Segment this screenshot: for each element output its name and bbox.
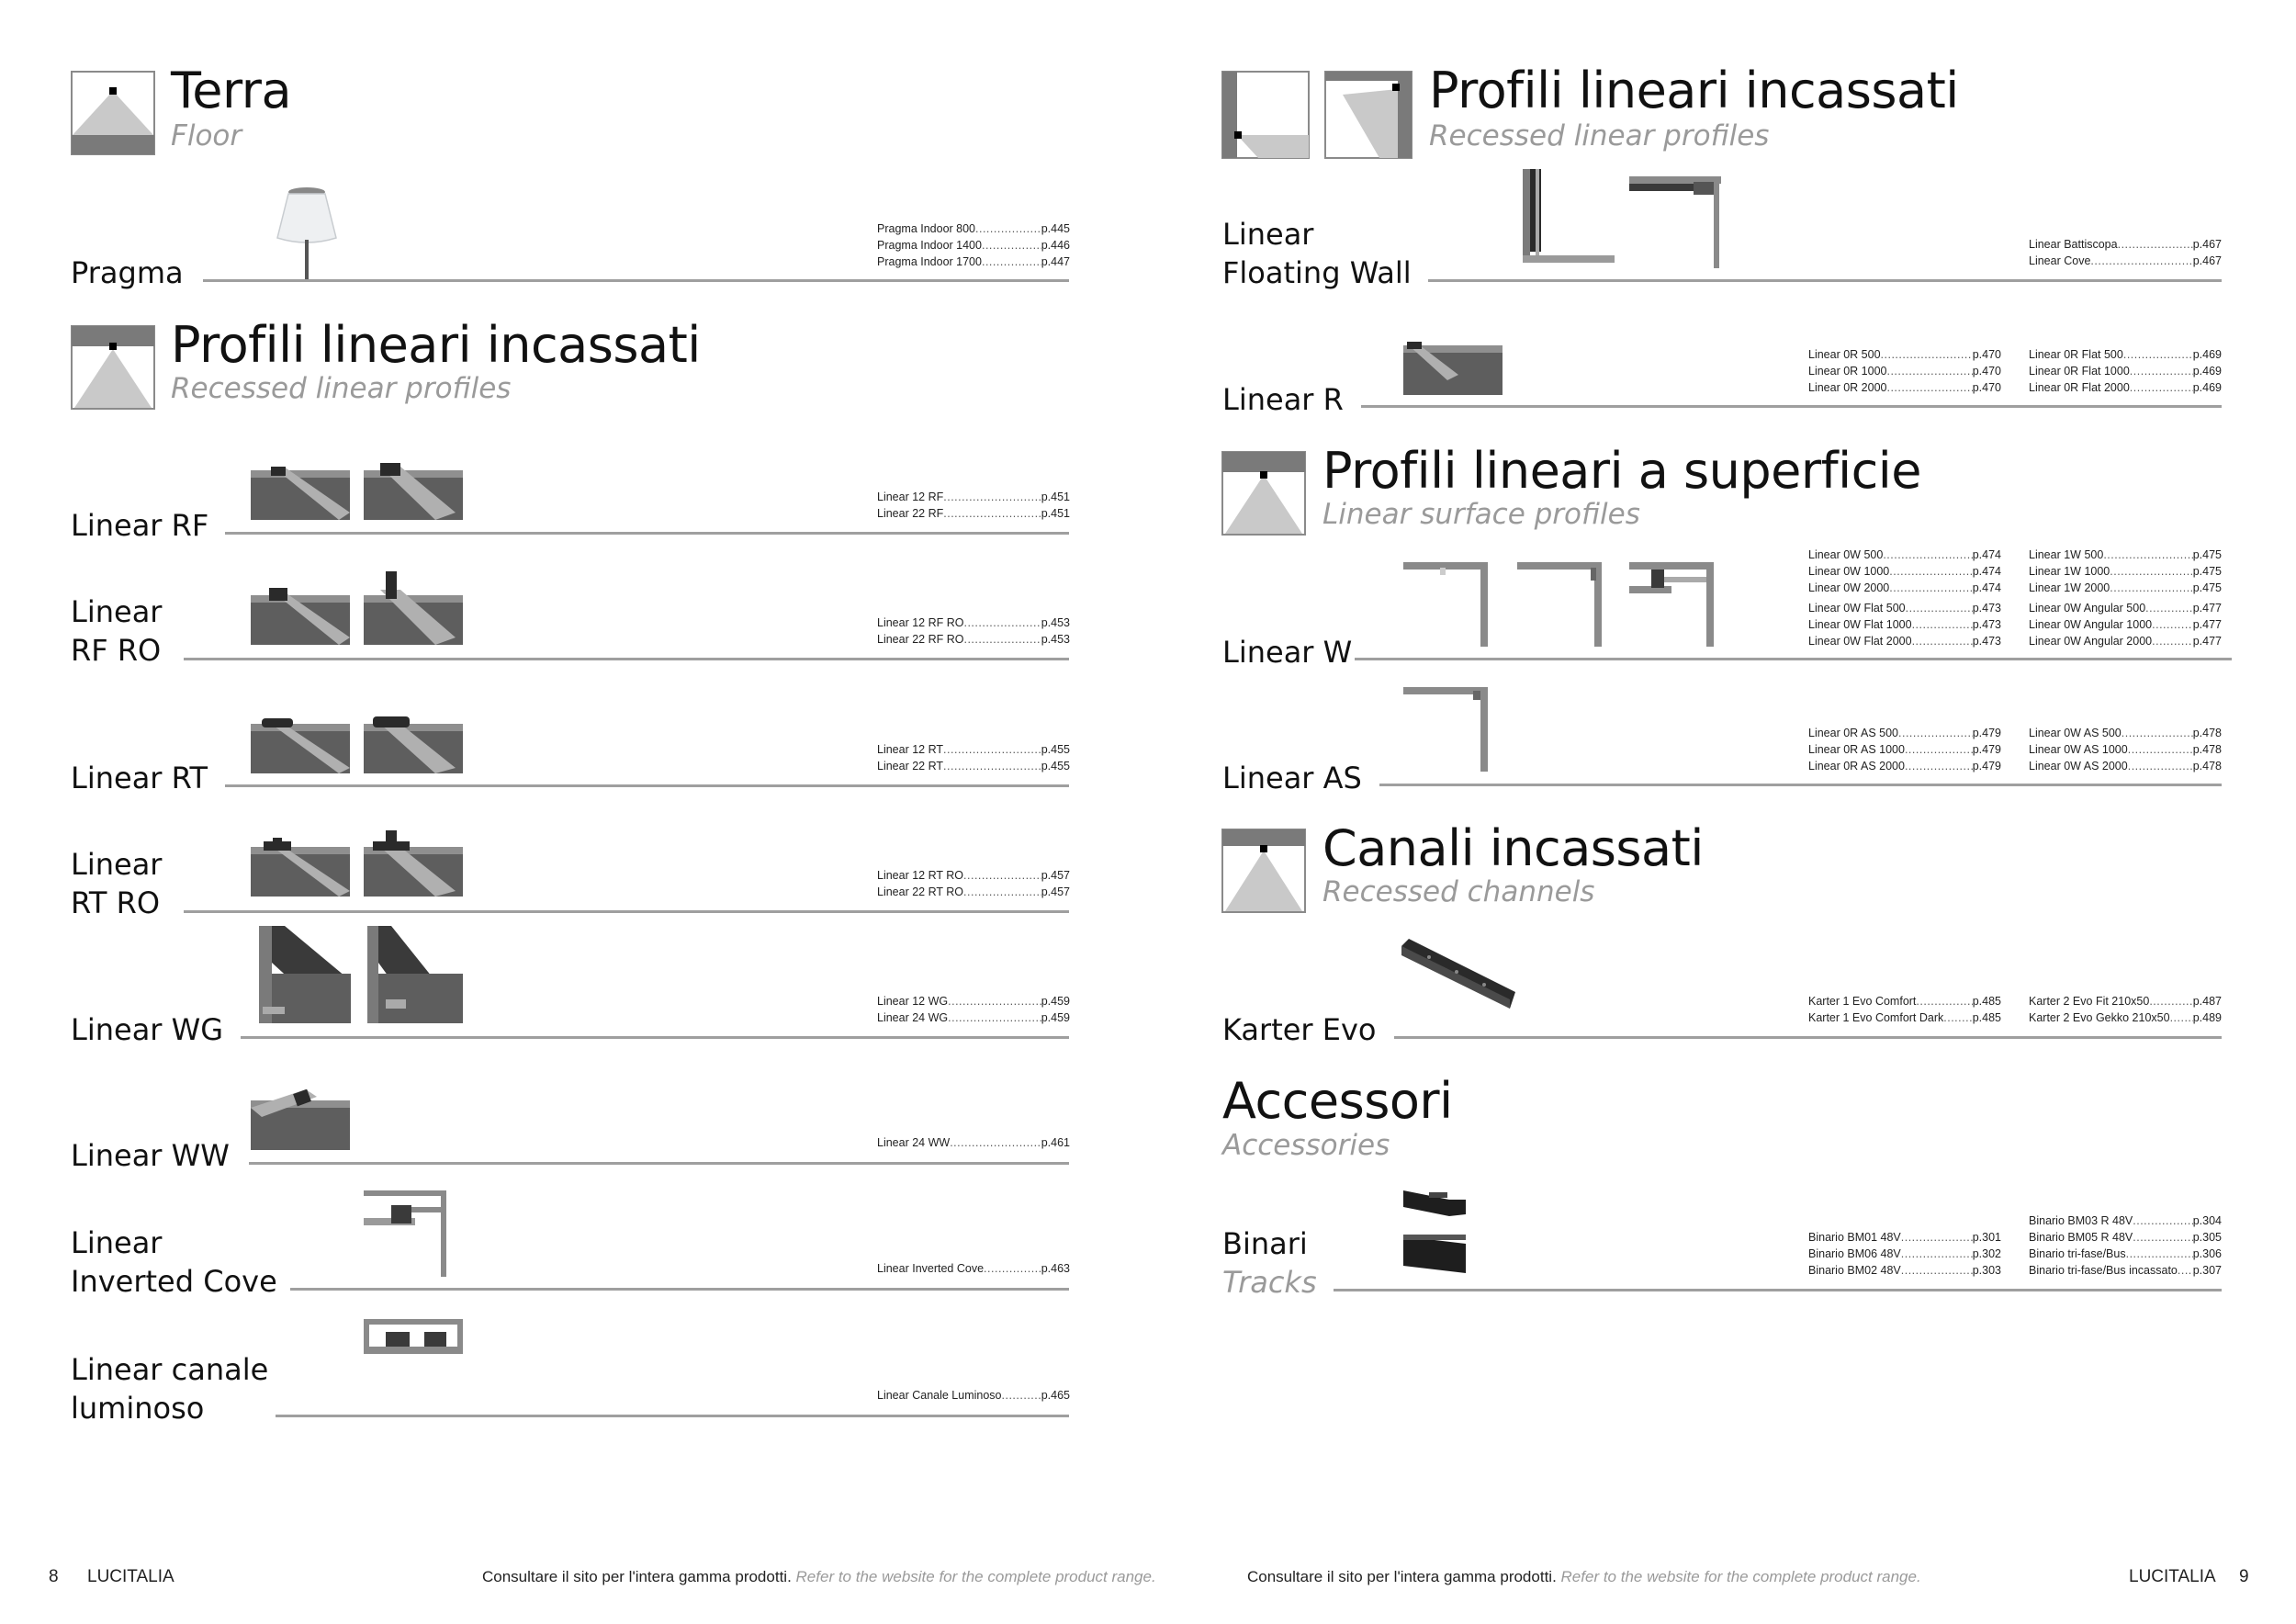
- floor-category-icon: [71, 71, 155, 160]
- product-name-binari: Binari: [1222, 1226, 1308, 1261]
- ref-item: Linear 1W 1000 ..... p.475: [2029, 563, 2222, 580]
- linear-rf-ro-12-image: [251, 588, 350, 649]
- refs-linear-w-a: [1808, 547, 2001, 649]
- refs-linear-rf: [877, 489, 1070, 522]
- refs-pragma: [877, 220, 1070, 270]
- ref-item: Linear 22 RT ..... p.455: [877, 758, 1070, 774]
- ref-item: Linear 0R Flat 1000 ..... p.469: [2029, 363, 2222, 379]
- product-name-linear-rf-ro: Linear RF RO: [71, 594, 163, 668]
- ref-item: Linear 0R Flat 2000 ..... p.469: [2029, 379, 2222, 396]
- ref-item: Linear 0W Flat 1000 ..... p.473: [1808, 616, 2001, 633]
- section-title-recessed-right: Profili lineari incassati: [1429, 62, 1959, 119]
- section-subtitle-recessed-right: Recessed linear profiles: [1429, 119, 1770, 152]
- ref-item: Pragma Indoor 1400 ..... p.446: [877, 237, 1070, 254]
- ref-item: Linear 0W AS 2000 ..... p.478: [2029, 758, 2222, 774]
- linear-rf-ro-22-image: [364, 571, 463, 649]
- ref-item: Karter 1 Evo Comfort ..... p.485: [1808, 993, 2001, 1009]
- product-name-pragma: Pragma: [71, 255, 184, 290]
- linear-w-image-2: [1517, 562, 1602, 651]
- refs-linear-floating-wall: [2029, 236, 2222, 269]
- pragma-lamp-image: [272, 186, 342, 287]
- product-name-linear-rt-ro: Linear RT RO: [71, 847, 163, 920]
- ref-item: Pragma Indoor 1700 ..... p.447: [877, 254, 1070, 270]
- divider-linear-rt-ro: [184, 910, 1069, 913]
- product-name-linear-inverted-cove: Linear Inverted Cove: [71, 1225, 277, 1299]
- ref-item: Binario BM06 48V ..... p.302: [1808, 1246, 2001, 1262]
- section-title-surface: Profili lineari a superficie: [1322, 442, 1922, 500]
- ref-item: Linear 12 RT ..... p.455: [877, 741, 1070, 758]
- surface-category-icon: [1221, 451, 1306, 540]
- linear-rt-ro-22-image: [364, 830, 463, 901]
- ref-item: Karter 1 Evo Comfort Dark ..... p.485: [1808, 1009, 2001, 1026]
- divider-linear-floating-wall: [1428, 279, 2222, 282]
- section-title-terra: Terra: [171, 62, 292, 119]
- refs-linear-as-b: [2029, 725, 2222, 774]
- product-subtitle-tracks: Tracks: [1222, 1265, 1317, 1300]
- refs-karter-evo-b: [2029, 993, 2222, 1026]
- product-name-linear-r: Linear R: [1222, 382, 1344, 417]
- ref-item: Linear 24 WW ..... p.461: [877, 1134, 1070, 1151]
- ref-item: Linear 0R AS 2000 ..... p.479: [1808, 758, 2001, 774]
- ref-item: Linear 0W Angular 2000 ..... p.477: [2029, 633, 2222, 649]
- linear-inverted-cove-image: [364, 1190, 448, 1281]
- refs-linear-w-b: [2029, 547, 2222, 649]
- ref-item: Linear 12 RF RO ..... p.453: [877, 615, 1070, 631]
- refs-binari-b: [2029, 1212, 2222, 1279]
- refs-linear-ww: [877, 1134, 1070, 1151]
- divider-linear-wg: [241, 1036, 1069, 1039]
- divider-linear-r: [1361, 405, 2222, 408]
- ref-item: Linear 22 RF RO ..... p.453: [877, 631, 1070, 648]
- recessed-corner-icon-2: [1324, 71, 1412, 164]
- ref-item: Linear 0W Angular 1000 ..... p.477: [2029, 616, 2222, 633]
- product-name-linear-rt: Linear RT: [71, 761, 208, 795]
- channels-category-icon: [1221, 829, 1306, 918]
- divider-linear-canale-luminoso: [276, 1415, 1069, 1417]
- ref-item: Linear 0R 500 ..... p.470: [1808, 346, 2001, 363]
- linear-floating-wall-image-2: [1629, 176, 1721, 273]
- footer-brand-right: LUCITALIA: [2129, 1567, 2216, 1586]
- section-title-channels: Canali incassati: [1322, 819, 1704, 877]
- ref-item: Linear 0W Angular 500 ..... p.477: [2029, 600, 2222, 616]
- linear-rf-22-image: [364, 463, 463, 524]
- divider-linear-ww: [249, 1162, 1069, 1165]
- ref-item: Linear 0W 500 ..... p.474: [1808, 547, 2001, 563]
- linear-w-image-1: [1403, 562, 1488, 651]
- ref-item: Linear 0R 2000 ..... p.470: [1808, 379, 2001, 396]
- recessed-category-icon: [71, 325, 155, 414]
- ref-item: Linear 22 RT RO ..... p.457: [877, 884, 1070, 900]
- ref-item: Karter 2 Evo Fit 210x50 ..... p.487: [2029, 993, 2222, 1009]
- product-name-linear-canale-luminoso: Linear canale luminoso: [71, 1352, 269, 1426]
- ref-item: Linear 0W AS 500 ..... p.478: [2029, 725, 2222, 741]
- refs-linear-canale-luminoso: [877, 1387, 1070, 1404]
- ref-item: Binario BM05 R 48V ..... p.305: [2029, 1229, 2222, 1246]
- divider-linear-w: [1355, 658, 2232, 660]
- divider-linear-rf-ro: [184, 658, 1069, 660]
- ref-item: Linear 12 WG ..... p.459: [877, 993, 1070, 1009]
- linear-rf-12-image: [251, 467, 350, 524]
- footer-page-number-left: 8: [49, 1567, 59, 1586]
- ref-item: Pragma Indoor 800 ..... p.445: [877, 220, 1070, 237]
- linear-rt-12-image: [251, 718, 350, 778]
- divider-binari: [1334, 1289, 2222, 1291]
- ref-item: Binario BM03 R 48V ..... p.304: [2029, 1212, 2222, 1229]
- product-name-linear-ww: Linear WW: [71, 1138, 230, 1173]
- ref-item: Linear 0R 1000 ..... p.470: [1808, 363, 2001, 379]
- product-name-linear-w: Linear W: [1222, 635, 1353, 670]
- ref-item: Linear 0R AS 500 ..... p.479: [1808, 725, 2001, 741]
- linear-w-image-3: [1629, 562, 1714, 651]
- ref-item: Linear 1W 500 ..... p.475: [2029, 547, 2222, 563]
- product-name-linear-wg: Linear WG: [71, 1012, 224, 1047]
- linear-rt-22-image: [364, 716, 463, 778]
- ref-item: Binario tri-fase/Bus incassato ..... p.307: [2029, 1262, 2222, 1279]
- section-title-accessori: Accessori: [1222, 1072, 1453, 1130]
- section-subtitle-recessed: Recessed linear profiles: [171, 372, 512, 405]
- ref-item: Linear 0W Flat 500 ..... p.473: [1808, 600, 2001, 616]
- ref-item: Linear 0W AS 1000 ..... p.478: [2029, 741, 2222, 758]
- divider-linear-inverted-cove: [290, 1288, 1069, 1291]
- ref-item: Linear 24 WG ..... p.459: [877, 1009, 1070, 1026]
- footer-page-number-right: 9: [2239, 1567, 2249, 1586]
- section-title-recessed: Profili lineari incassati: [171, 316, 701, 374]
- ref-item: Binario BM02 48V ..... p.303: [1808, 1262, 2001, 1279]
- linear-r-image: [1403, 342, 1503, 400]
- section-subtitle-accessories: Accessories: [1222, 1129, 1390, 1162]
- ref-item: Linear 0R AS 1000 ..... p.479: [1808, 741, 2001, 758]
- divider-pragma: [203, 279, 1069, 282]
- binari-track-image: [1401, 1189, 1471, 1281]
- ref-item: Linear 12 RT RO ..... p.457: [877, 867, 1070, 884]
- refs-linear-rf-ro: [877, 615, 1070, 648]
- ref-item: Karter 2 Evo Gekko 210x50 ..... p.489: [2029, 1009, 2222, 1026]
- recessed-corner-icon-1: [1221, 71, 1310, 164]
- product-name-linear-as: Linear AS: [1222, 761, 1362, 795]
- product-name-karter-evo: Karter Evo: [1222, 1012, 1377, 1047]
- linear-as-image: [1403, 687, 1488, 776]
- refs-linear-r-a: [1808, 346, 2001, 396]
- ref-item: Linear 12 RF ..... p.451: [877, 489, 1070, 505]
- linear-canale-luminoso-image: [364, 1319, 463, 1359]
- divider-linear-rt: [225, 784, 1069, 787]
- ref-item: Linear Cove ..... p.467: [2029, 253, 2222, 269]
- divider-linear-rf: [225, 532, 1069, 535]
- section-subtitle-channels: Recessed channels: [1322, 875, 1595, 908]
- section-subtitle-surface: Linear surface profiles: [1322, 498, 1640, 531]
- footer-note-left: Consultare il sito per l'intera gamma prodotti. Refer to the website for the complete product range.: [482, 1568, 1156, 1585]
- linear-rt-ro-12-image: [251, 838, 350, 901]
- karter-evo-image: [1401, 939, 1515, 1013]
- linear-ww-24-image: [251, 1089, 350, 1155]
- linear-wg-12-image: [259, 926, 351, 1028]
- refs-linear-as-a: [1808, 725, 2001, 774]
- divider-karter-evo: [1394, 1036, 2222, 1039]
- ref-item: Linear Battiscopa ..... p.467: [2029, 236, 2222, 253]
- product-name-linear-rf: Linear RF: [71, 508, 209, 543]
- ref-item: Linear 0W 1000 ..... p.474: [1808, 563, 2001, 580]
- section-subtitle-floor: Floor: [171, 119, 242, 152]
- ref-item: Linear 22 RF ..... p.451: [877, 505, 1070, 522]
- ref-item: Linear Inverted Cove ..... p.463: [877, 1260, 1070, 1277]
- footer-brand-left: LUCITALIA: [87, 1567, 174, 1586]
- refs-karter-evo-a: [1808, 993, 2001, 1026]
- refs-linear-rt: [877, 741, 1070, 774]
- refs-linear-rt-ro: [877, 867, 1070, 900]
- footer-note-right: Consultare il sito per l'intera gamma prodotti. Refer to the website for the complete product range.: [1247, 1568, 1921, 1585]
- refs-linear-wg: [877, 993, 1070, 1026]
- ref-item: Linear 0R Flat 500 ..... p.469: [2029, 346, 2222, 363]
- ref-item: Linear 0W 2000 ..... p.474: [1808, 580, 2001, 596]
- ref-item: Linear 0W Flat 2000 ..... p.473: [1808, 633, 2001, 649]
- linear-wg-24-image: [367, 926, 463, 1028]
- linear-floating-wall-image-1: [1523, 169, 1615, 267]
- ref-item: Binario BM01 48V ..... p.301: [1808, 1229, 2001, 1246]
- ref-item: Linear Canale Luminoso ..... p.465: [877, 1387, 1070, 1404]
- refs-binari-a: [1808, 1229, 2001, 1279]
- product-name-linear-floating-wall: Linear Floating Wall: [1222, 217, 1412, 290]
- refs-linear-inverted-cove: [877, 1260, 1070, 1277]
- ref-item: Linear 1W 2000 ..... p.475: [2029, 580, 2222, 596]
- divider-linear-as: [1379, 784, 2222, 786]
- refs-linear-r-b: [2029, 346, 2222, 396]
- ref-item: Binario tri-fase/Bus ..... p.306: [2029, 1246, 2222, 1262]
